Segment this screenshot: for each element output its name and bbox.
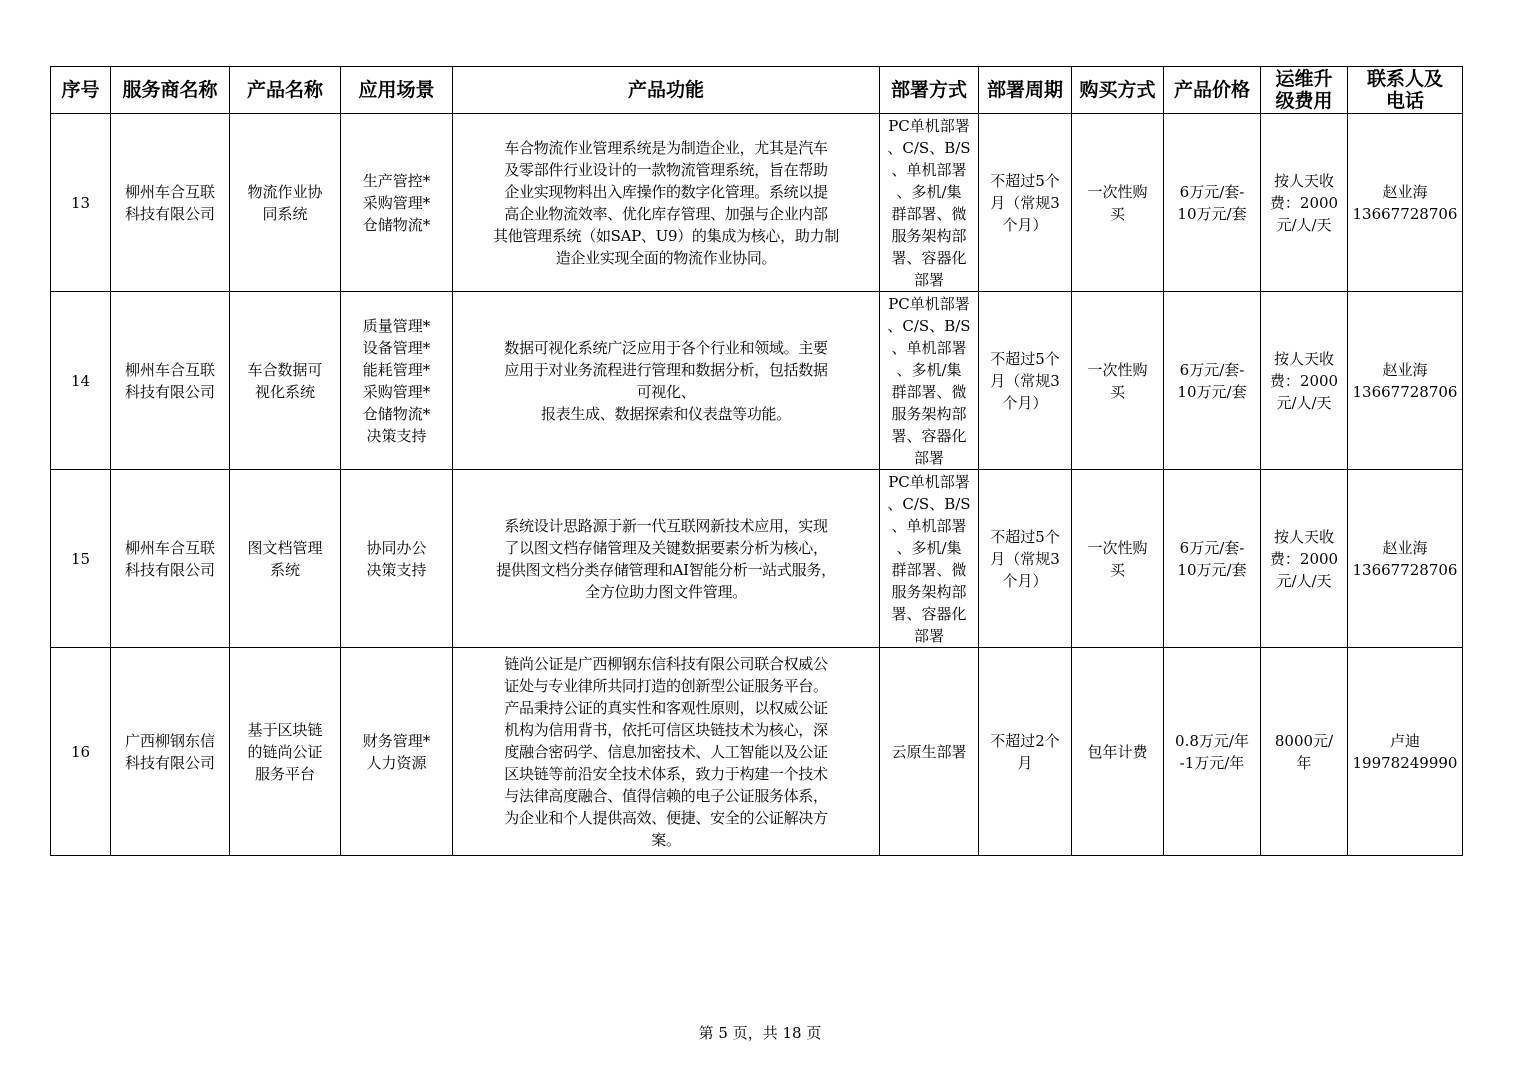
header-purchase: 购买方式	[1072, 67, 1164, 114]
cell-maintenance-line: 费：2000	[1269, 371, 1339, 390]
cell-deploy-method-line: 云原生部署	[891, 742, 967, 761]
cell-deploy-period-line: 不超过5个	[990, 527, 1060, 546]
header-deploy-method: 部署方式	[880, 67, 979, 114]
cell-deploy-period-line: 月	[1017, 753, 1033, 772]
cell-deploy-method-line: PC单机部署	[888, 294, 970, 313]
cell-deploy-method-line: 群部署、微	[891, 382, 967, 401]
header-maintenance-line: 运维升	[1275, 68, 1333, 90]
cell-scenario-line: 采购管理*	[362, 193, 431, 212]
cell-provider-line: 科技有限公司	[124, 204, 215, 223]
cell-product-line: 同系统	[262, 204, 308, 223]
cell-deploy-period-line: 不超过5个	[990, 349, 1060, 368]
cell-price-line: 6万元/套-	[1179, 182, 1245, 201]
cell-maintenance-line: 按人天收	[1273, 527, 1334, 546]
product-table	[50, 66, 1463, 856]
header-contact-line: 联系人及	[1366, 68, 1443, 90]
cell-price-line: -1万元/年	[1179, 753, 1245, 772]
cell-scenario-line: 决策支持	[366, 426, 427, 445]
cell-deploy-period	[979, 114, 1072, 292]
cell-scenario-line: 仓储物流*	[362, 404, 431, 423]
cell-contact	[1348, 648, 1463, 856]
cell-function-line: 车合物流作业管理系统是为制造企业，尤其是汽车	[504, 138, 828, 157]
cell-product-line: 视化系统	[254, 382, 315, 401]
cell-deploy-method-line: 部署	[913, 626, 944, 645]
cell-provider-line: 科技有限公司	[124, 382, 215, 401]
cell-contact	[1348, 292, 1463, 470]
cell-purchase-line: 一次性购	[1087, 182, 1148, 201]
cell-function-line: 全方位助力图文件管理。	[585, 582, 747, 601]
cell-provider	[111, 114, 230, 292]
cell-deploy-method-line: 、单机部署	[891, 338, 967, 357]
header-contact	[1348, 67, 1463, 114]
cell-price-line: 10万元/套	[1177, 204, 1247, 223]
cell-maintenance-line: 8000元/	[1274, 731, 1334, 750]
cell-seq: 13	[51, 114, 111, 292]
cell-product	[230, 470, 341, 648]
cell-provider-line: 科技有限公司	[124, 753, 215, 772]
cell-deploy-period-line: 个月）	[1002, 215, 1048, 234]
cell-deploy-method-line: 、C/S、B/S	[887, 494, 971, 513]
cell-provider	[111, 470, 230, 648]
cell-price	[1164, 292, 1261, 470]
cell-maintenance	[1261, 470, 1348, 648]
header-contact-line: 电话	[1385, 90, 1424, 112]
header-price: 产品价格	[1164, 67, 1261, 114]
cell-deploy-method-line: PC单机部署	[888, 116, 970, 135]
cell-function-line: 度融合密码学、信息加密技术、人工智能以及公证	[504, 742, 828, 761]
cell-scenario-line: 财务管理*	[362, 731, 431, 750]
header-provider: 服务商名称	[111, 67, 230, 114]
cell-function-line: 与法律高度融合、值得信赖的电子公证服务体系，	[504, 786, 828, 805]
cell-provider-line: 广西柳钢东信	[124, 731, 215, 750]
cell-purchase-line: 一次性购	[1087, 360, 1148, 379]
cell-deploy-period-line: 月（常规3	[990, 549, 1060, 568]
cell-contact-line: 13667728706	[1352, 382, 1458, 401]
cell-purchase	[1072, 648, 1164, 856]
cell-deploy-method	[880, 114, 979, 292]
cell-contact-line: 赵业海	[1382, 182, 1428, 201]
cell-contact-line: 赵业海	[1382, 360, 1428, 379]
cell-deploy-method-line: 服务架构部	[891, 582, 967, 601]
cell-maintenance-line: 按人天收	[1273, 171, 1334, 190]
cell-function-line: 了以图文档存储管理及关键数据要素分析为核心，	[504, 538, 828, 557]
cell-contact-line: 19978249990	[1352, 753, 1458, 772]
cell-function-line: 数据可视化系统广泛应用于各个行业和领域。主要	[504, 338, 828, 357]
cell-scenario-line: 质量管理*	[362, 316, 431, 335]
cell-deploy-period	[979, 470, 1072, 648]
cell-purchase-line: 买	[1109, 560, 1125, 579]
cell-price-line: 6万元/套-	[1179, 360, 1245, 379]
cell-deploy-period-line: 个月）	[1002, 571, 1048, 590]
cell-function-line: 案。	[651, 830, 681, 849]
cell-provider-line: 柳州车合互联	[124, 538, 215, 557]
cell-maintenance-line: 元/人/天	[1276, 571, 1332, 590]
cell-deploy-period	[979, 648, 1072, 856]
cell-product	[230, 648, 341, 856]
cell-price-line: 10万元/套	[1177, 382, 1247, 401]
cell-contact-line: 赵业海	[1382, 538, 1428, 557]
cell-provider	[111, 648, 230, 856]
cell-product-line: 物流作业协	[247, 182, 323, 201]
cell-function-line: 企业实现物料出入库操作的数字化管理。系统以提	[504, 182, 828, 201]
cell-purchase	[1072, 292, 1164, 470]
cell-function-line: 系统设计思路源于新一代互联网新技术应用，实现	[504, 516, 828, 535]
cell-function-line: 提供图文档分类存储管理和AI智能分析一站式服务，	[496, 560, 836, 579]
cell-deploy-period-line: 个月）	[1002, 393, 1048, 412]
cell-function-line: 机构为信用背书，依托可信区块链技术为核心，深	[504, 720, 828, 739]
cell-deploy-method-line: 、多机/集	[896, 360, 962, 379]
cell-deploy-method	[880, 292, 979, 470]
header-maintenance-line: 级费用	[1275, 90, 1333, 112]
cell-purchase-line: 一次性购	[1087, 538, 1148, 557]
cell-contact-line: 卢迪	[1389, 731, 1420, 750]
cell-product-line: 系统	[269, 560, 300, 579]
cell-price-line: 0.8万元/年	[1175, 731, 1249, 750]
cell-deploy-method	[880, 470, 979, 648]
cell-product-line: 服务平台	[254, 764, 315, 783]
cell-contact-line: 13667728706	[1352, 204, 1458, 223]
cell-maintenance	[1261, 648, 1348, 856]
header-maintenance	[1261, 67, 1348, 114]
cell-function	[453, 292, 880, 470]
header-function: 产品功能	[453, 67, 880, 114]
cell-function-line: 产品秉持公证的真实性和客观性原则，以权威公证	[504, 698, 828, 717]
cell-deploy-method-line: 、多机/集	[896, 538, 962, 557]
cell-deploy-method-line: 服务架构部	[891, 404, 967, 423]
cell-provider-line: 科技有限公司	[124, 560, 215, 579]
cell-deploy-method-line: 部署	[913, 270, 944, 289]
cell-contact-line: 13667728706	[1352, 560, 1458, 579]
table-header-row	[51, 67, 1463, 114]
cell-scenario	[341, 114, 453, 292]
cell-maintenance-line: 元/人/天	[1276, 393, 1332, 412]
cell-deploy-method-line: 群部署、微	[891, 204, 967, 223]
cell-function-line: 证处与专业律所共同打造的创新型公证服务平台。	[504, 676, 828, 695]
page-footer: 第 5 页，共 18 页	[698, 1024, 822, 1042]
cell-function-line: 高企业物流效率、优化库存管理、加强与企业内部	[504, 204, 828, 223]
cell-scenario	[341, 292, 453, 470]
table-body	[51, 114, 1463, 856]
cell-product	[230, 292, 341, 470]
table-row	[51, 292, 1463, 470]
cell-seq: 14	[51, 292, 111, 470]
cell-provider-line: 柳州车合互联	[124, 182, 215, 201]
cell-maintenance-line: 年	[1296, 753, 1312, 772]
cell-product-line: 图文档管理	[247, 538, 323, 557]
table-row	[51, 470, 1463, 648]
cell-maintenance-line: 元/人/天	[1276, 215, 1332, 234]
cell-maintenance-line: 费：2000	[1269, 193, 1339, 212]
cell-scenario-line: 仓储物流*	[362, 215, 431, 234]
cell-function-line: 及零部件行业设计的一款物流管理系统，旨在帮助	[504, 160, 828, 179]
cell-scenario	[341, 470, 453, 648]
cell-maintenance	[1261, 114, 1348, 292]
cell-deploy-method-line: 、多机/集	[896, 182, 962, 201]
cell-scenario-line: 设备管理*	[362, 338, 431, 357]
cell-function-line: 为企业和个人提供高效、便捷、安全的公证解决方	[504, 808, 828, 827]
cell-contact	[1348, 114, 1463, 292]
cell-maintenance-line: 费：2000	[1269, 549, 1339, 568]
cell-function-line: 报表生成、数据探索和仪表盘等功能。	[541, 404, 791, 423]
cell-deploy-method-line: 部署	[913, 448, 944, 467]
cell-function-line: 链尚公证是广西柳钢东信科技有限公司联合权威公	[504, 654, 828, 673]
cell-price	[1164, 648, 1261, 856]
cell-function	[453, 470, 880, 648]
cell-scenario	[341, 648, 453, 856]
cell-purchase-line: 买	[1109, 204, 1125, 223]
cell-seq: 16	[51, 648, 111, 856]
cell-deploy-period-line: 月（常规3	[990, 193, 1060, 212]
cell-price	[1164, 114, 1261, 292]
cell-purchase	[1072, 114, 1164, 292]
cell-product-line: 的链尚公证	[247, 742, 323, 761]
header-seq: 序号	[51, 67, 111, 114]
cell-purchase	[1072, 470, 1164, 648]
cell-deploy-period	[979, 292, 1072, 470]
cell-product-line: 车合数据可	[247, 360, 323, 379]
cell-purchase-line: 买	[1109, 382, 1125, 401]
cell-deploy-method-line: 、单机部署	[891, 516, 967, 535]
cell-deploy-method-line: 署、容器化	[891, 426, 967, 445]
cell-seq: 15	[51, 470, 111, 648]
cell-scenario-line: 采购管理*	[362, 382, 431, 401]
cell-deploy-method-line: 、单机部署	[891, 160, 967, 179]
cell-deploy-method-line: 署、容器化	[891, 248, 967, 267]
cell-deploy-method-line: 署、容器化	[891, 604, 967, 623]
cell-scenario-line: 生产管控*	[362, 171, 431, 190]
cell-function-line: 其他管理系统（如SAP、U9）的集成为核心，助力制	[493, 226, 839, 245]
cell-provider-line: 柳州车合互联	[124, 360, 215, 379]
cell-scenario-line: 能耗管理*	[362, 360, 431, 379]
cell-deploy-method	[880, 648, 979, 856]
cell-scenario-line: 人力资源	[366, 753, 427, 772]
cell-deploy-method-line: PC单机部署	[888, 472, 970, 491]
cell-deploy-period-line: 不超过5个	[990, 171, 1060, 190]
table-row	[51, 648, 1463, 856]
header-deploy-period: 部署周期	[979, 67, 1072, 114]
cell-contact	[1348, 470, 1463, 648]
header-scenario: 应用场景	[341, 67, 453, 114]
cell-function	[453, 648, 880, 856]
cell-deploy-method-line: 服务架构部	[891, 226, 967, 245]
cell-deploy-method-line: 群部署、微	[891, 560, 967, 579]
cell-price	[1164, 470, 1261, 648]
table-row	[51, 114, 1463, 292]
cell-deploy-period-line: 不超过2个	[990, 731, 1060, 750]
cell-deploy-method-line: 、C/S、B/S	[887, 138, 971, 157]
cell-provider	[111, 292, 230, 470]
cell-function	[453, 114, 880, 292]
header-product: 产品名称	[230, 67, 341, 114]
cell-maintenance	[1261, 292, 1348, 470]
cell-deploy-period-line: 月（常规3	[990, 371, 1060, 390]
cell-price-line: 10万元/套	[1177, 560, 1247, 579]
cell-product	[230, 114, 341, 292]
cell-scenario-line: 协同办公	[366, 538, 427, 557]
cell-deploy-method-line: 、C/S、B/S	[887, 316, 971, 335]
cell-function-line: 可视化、	[636, 382, 696, 401]
cell-function-line: 应用于对业务流程进行管理和数据分析，包括数据	[504, 360, 828, 379]
cell-product-line: 基于区块链	[247, 720, 323, 739]
cell-function-line: 区块链等前沿安全技术体系，致力于构建一个技术	[504, 764, 828, 783]
cell-price-line: 6万元/套-	[1179, 538, 1245, 557]
cell-function-line: 造企业实现全面的物流作业协同。	[555, 248, 777, 267]
cell-purchase-line: 包年计费	[1087, 742, 1148, 761]
cell-scenario-line: 决策支持	[366, 560, 427, 579]
cell-maintenance-line: 按人天收	[1273, 349, 1334, 368]
